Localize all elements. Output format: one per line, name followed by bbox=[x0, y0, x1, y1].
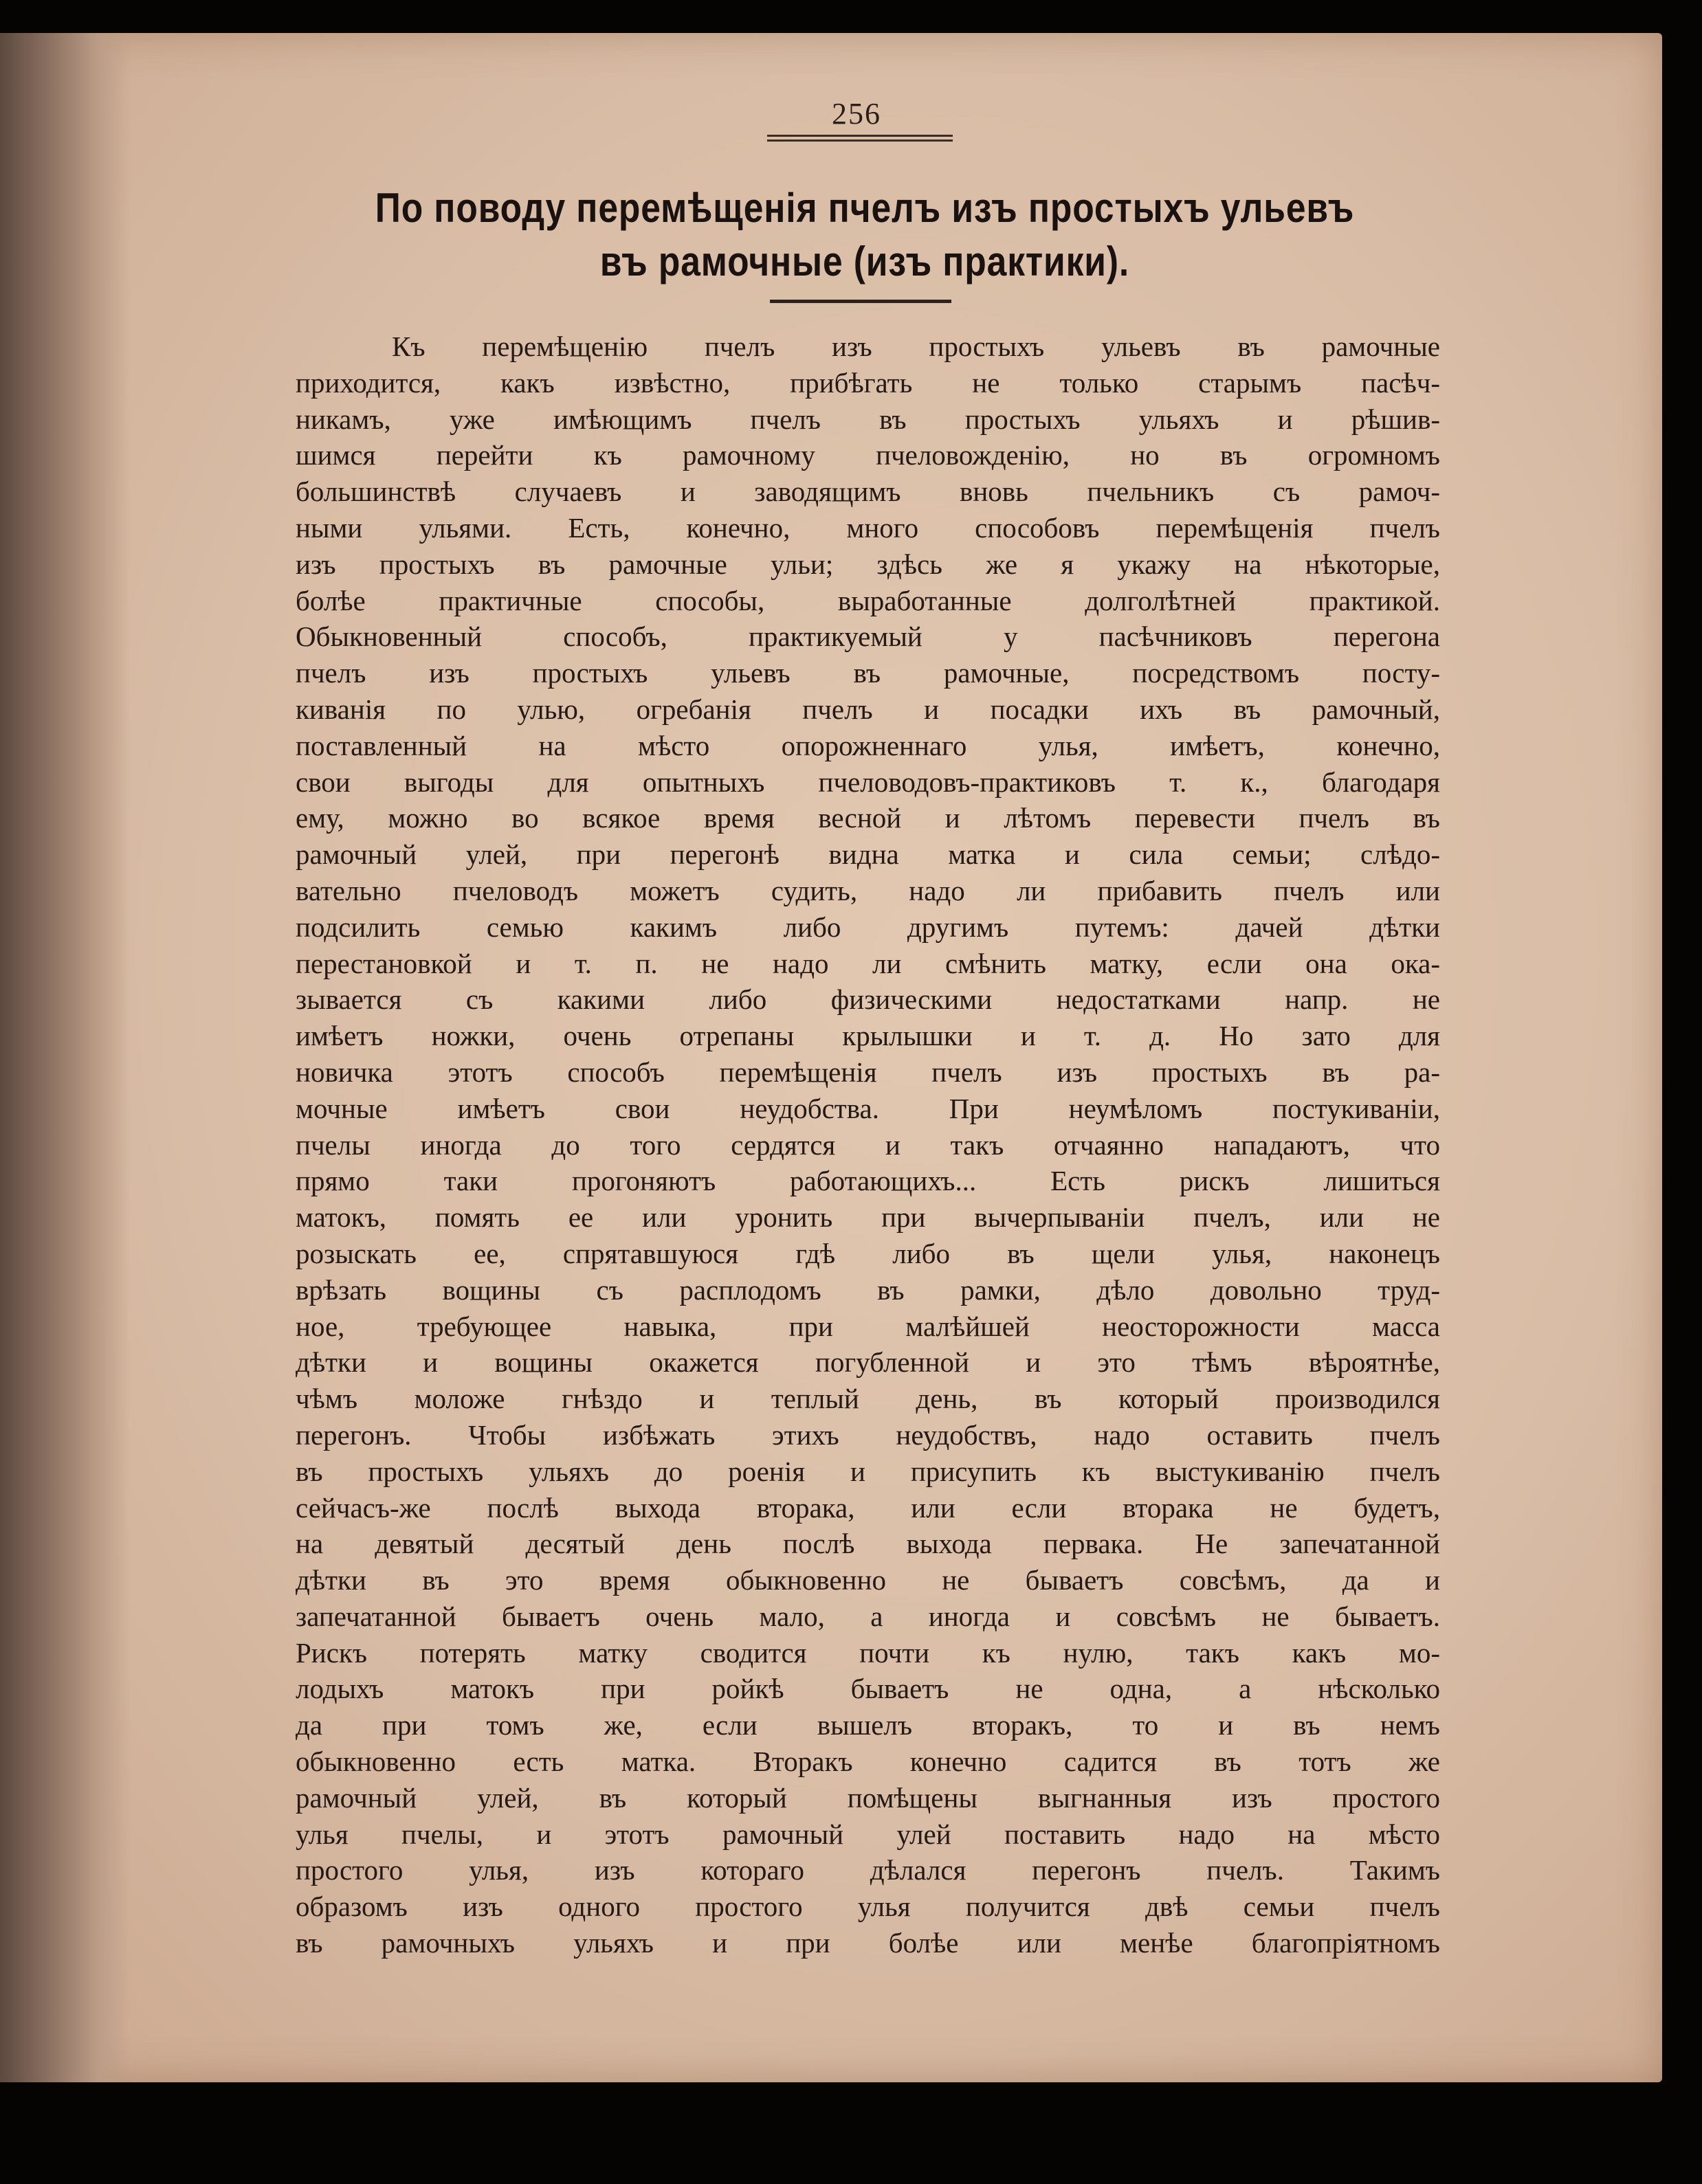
body-text-line: дѣтки и вощины окажется погубленной и это тѣмъ вѣроятнѣе, bbox=[296, 1346, 1440, 1379]
body-text-line: приходится, какъ извѣстно, прибѣгать не только старымъ пасѣч- bbox=[296, 366, 1440, 399]
body-text-line: вательно пчеловодъ можетъ судить, надо ли прибавить пчелъ или bbox=[296, 874, 1440, 906]
book-gutter-shadow bbox=[0, 33, 131, 2082]
body-text-line: запечатанной бываетъ очень мало, а иногда и совсѣмъ не бываетъ. bbox=[296, 1600, 1440, 1632]
body-text-line: имѣетъ ножки, очень отрепаны крылышки и т. д. Но зато для bbox=[296, 1020, 1440, 1052]
body-text-line: прямо таки прогоняютъ работающихъ... Есть рискъ лишиться bbox=[296, 1165, 1440, 1197]
body-text-line: чѣмъ моложе гнѣздо и теплый день, въ который производился bbox=[296, 1383, 1440, 1415]
body-text-line: обыкновенно есть матка. Вторакъ конечно садится въ тотъ же bbox=[296, 1746, 1440, 1778]
body-text-line: перестановкой и т. п. не надо ли смѣнить матку, если она ока- bbox=[296, 947, 1440, 979]
body-text-line: мочные имѣетъ свои неудобства. При неумѣломъ постукиваніи, bbox=[296, 1092, 1440, 1124]
body-text-line: никамъ, уже имѣющимъ пчелъ въ простыхъ ульяхъ и рѣшив- bbox=[296, 403, 1440, 435]
body-text-line: свои выгоды для опытныхъ пчеловодовъ-практиковъ т. к., благодаря bbox=[296, 766, 1440, 798]
body-text-line: Къ перемѣщенію пчелъ изъ простыхъ ульевъ въ рамочные bbox=[392, 331, 1440, 362]
body-text-line: болѣе практичные способы, выработанные долголѣтней практикой. bbox=[296, 584, 1440, 616]
body-text-line: Обыкновенный способъ, практикуемый у пасѣчниковъ перегона bbox=[296, 621, 1440, 653]
body-text-line: на девятый десятый день послѣ выхода первака. Не запечатанной bbox=[296, 1528, 1440, 1560]
body-text-line: простого улья, изъ котораго дѣлался перегонъ пчелъ. Такимъ bbox=[296, 1854, 1440, 1886]
article-title bbox=[362, 181, 1367, 289]
body-text-line: въ рамочныхъ ульяхъ и при болѣе или менѣе благопріятномъ bbox=[296, 1927, 1440, 1959]
body-text-line: шимся перейти къ рамочному пчеловожденію, но въ огромномъ bbox=[296, 439, 1440, 471]
body-text-line: перегонъ. Чтобы избѣжать этихъ неудобствъ, надо оставить пчелъ bbox=[296, 1418, 1440, 1451]
body-text-line: врѣзать вощины съ расплодомъ въ рамки, дѣло довольно труд- bbox=[296, 1273, 1440, 1306]
body-text-line: улья пчелы, и этотъ рамочный улей поставить надо на мѣсто bbox=[296, 1818, 1440, 1850]
title-divider-rule bbox=[770, 300, 951, 303]
body-text-line: зывается съ какими либо физическими недостатками напр. не bbox=[296, 983, 1440, 1016]
body-text-line: киванія по улью, огребанія пчелъ и посадки ихъ въ рамочный, bbox=[296, 693, 1440, 725]
body-text-line: рамочный улей, въ который помѣщены выгнанныя изъ простого bbox=[296, 1781, 1440, 1814]
body-text-line: пчелы иногда до того сердятся и такъ отчаянно нападаютъ, что bbox=[296, 1128, 1440, 1161]
body-text-line: въ простыхъ ульяхъ до роенія и присупить къ выстукиванію пчелъ bbox=[296, 1455, 1440, 1487]
article-body bbox=[296, 328, 1440, 1961]
article-title-line: въ рамочные (изъ практики). bbox=[599, 238, 1130, 285]
body-text-line: ными ульями. Есть, конечно, много способовъ перемѣщенія пчелъ bbox=[296, 511, 1440, 544]
body-text-line: рамочный улей, при перегонѣ видна матка и сила семьи; слѣдо- bbox=[296, 838, 1440, 871]
body-text-line: большинствѣ случаевъ и заводящимъ вновь пчельникъ съ рамоч- bbox=[296, 476, 1440, 508]
body-text-line: Рискъ потерять матку сводится почти къ нулю, такъ какъ мо- bbox=[296, 1636, 1440, 1669]
body-text-line: розыскать ее, спрятавшуюся гдѣ либо въ щели улья, наконецъ bbox=[296, 1237, 1440, 1269]
body-text-line: подсилить семью какимъ либо другимъ путемъ: дачей дѣтки bbox=[296, 911, 1440, 943]
article-title-line: По поводу перемѣщенія пчелъ изъ простыхъ ульевъ bbox=[375, 185, 1355, 231]
body-text-line: новичка этотъ способъ перемѣщенія пчелъ изъ простыхъ въ ра- bbox=[296, 1056, 1440, 1088]
page-number: 256 bbox=[832, 97, 881, 131]
body-text-line: да при томъ же, если вышелъ вторакъ, то и въ немъ bbox=[296, 1709, 1440, 1741]
body-text-line: ему, можно во всякое время весной и лѣтомъ перевести пчелъ въ bbox=[296, 802, 1440, 834]
body-text-line: дѣтки въ это время обыкновенно не бываетъ совсѣмъ, да и bbox=[296, 1564, 1440, 1596]
body-text-line: поставленный на мѣсто опорожненнаго улья, имѣетъ, конечно, bbox=[296, 729, 1440, 761]
body-text-line: лодыхъ матокъ при ройкѣ бываетъ не одна, а нѣсколько bbox=[296, 1673, 1440, 1705]
body-text-line: матокъ, помять ее или уронить при вычерпываніи пчелъ, или не bbox=[296, 1201, 1440, 1234]
body-text-line: ное, требующее навыка, при малѣйшей неосторожности масса bbox=[296, 1310, 1440, 1342]
body-text-line: изъ простыхъ въ рамочные ульи; здѣсь же я укажу на нѣкоторые, bbox=[296, 548, 1440, 580]
body-text-line: пчелъ изъ простыхъ ульевъ въ рамочные, посредствомъ посту- bbox=[296, 657, 1440, 689]
body-text-line: образомъ изъ одного простого улья получится двѣ семьи пчелъ bbox=[296, 1891, 1440, 1923]
body-text-line: сейчасъ-же послѣ выхода вторака, или если вторака не будетъ, bbox=[296, 1491, 1440, 1524]
page-number-double-rule bbox=[767, 135, 953, 142]
